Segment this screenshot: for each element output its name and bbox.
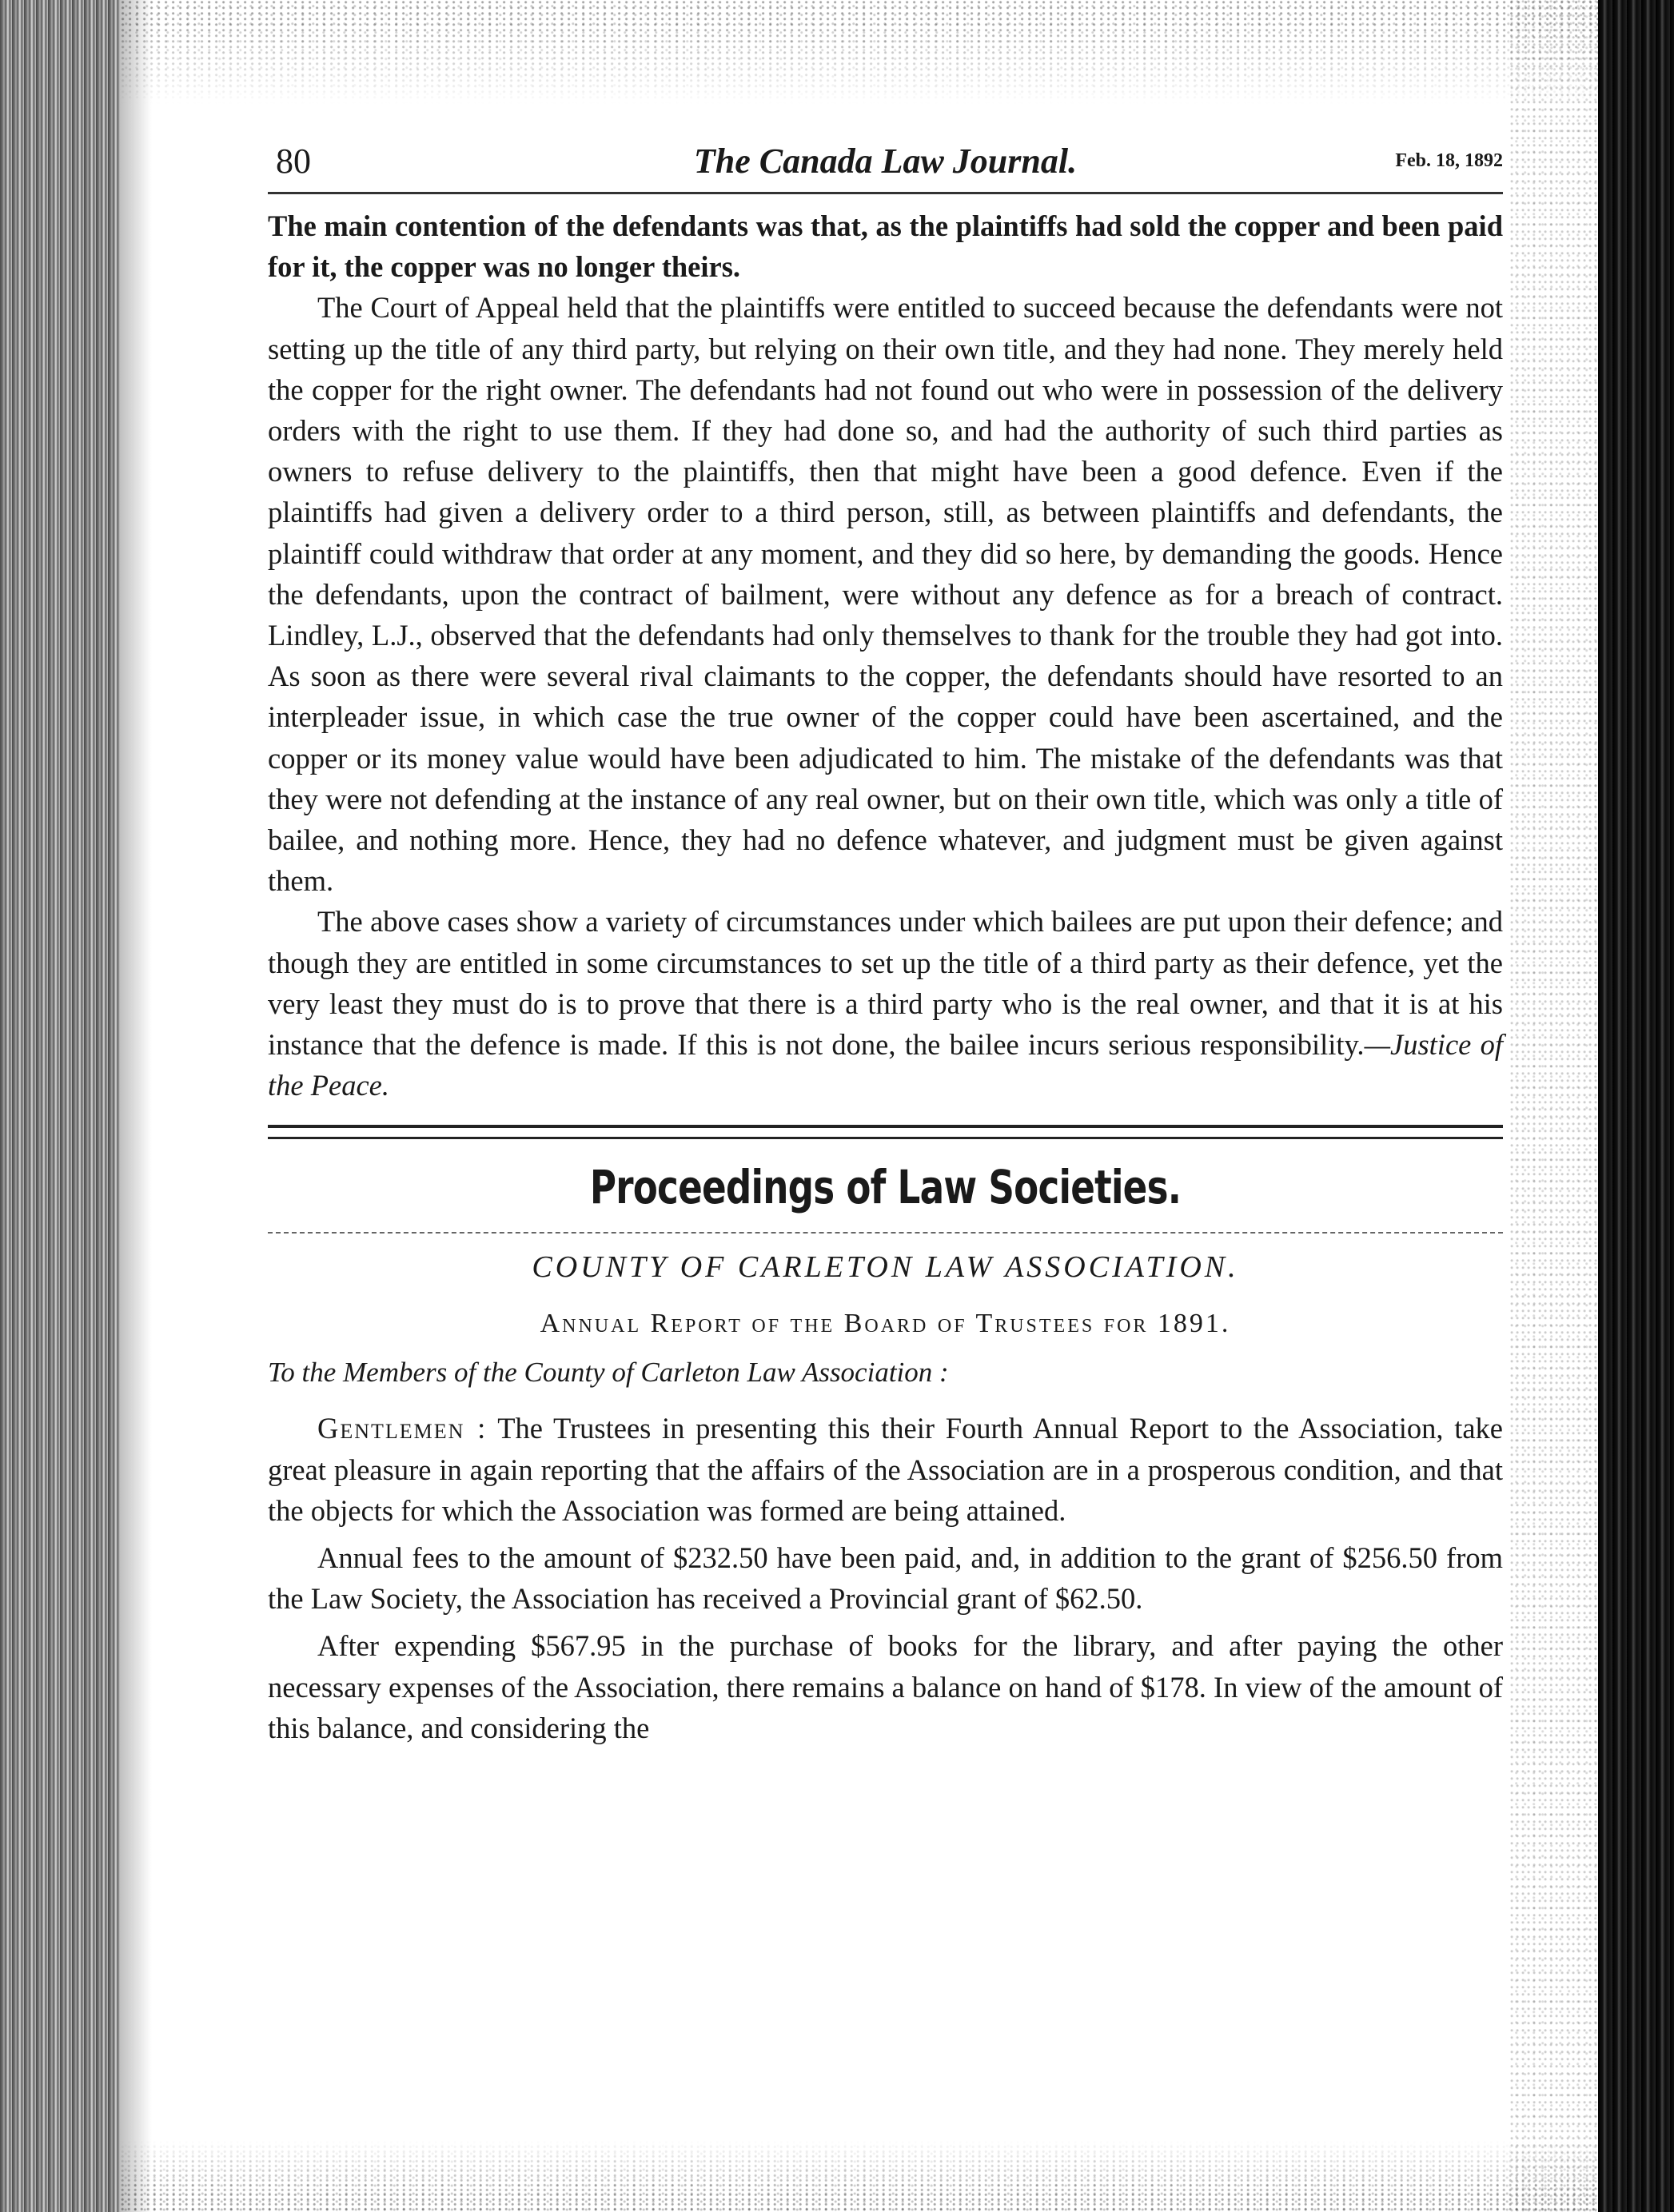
article-source: —Justice of the Peace. bbox=[268, 1028, 1503, 1102]
report-paragraph: After expending $567.95 in the purchase of books for the library, and after paying the other necessary expenses of the Association, there remains a balance on hand of $178. In view of the amount of this balance, and considering the bbox=[268, 1629, 1503, 1744]
article-paragraph: The Court of Appeal held that the plaintiffs were entitled to succeed because the defendants were not setting up the title of any third party, but relying on their own title, and they had none. They merely held the copper for the right owner. The defendants had not found out who were in possession of the delivery orders with the right to use them. If they had done so, and had the authority of such third parties as owners to refuse delivery to the plaintiffs, then that might have been a good defence. Even if the plaintiffs had given a delivery order to a third person, still, as between plaintiffs and defendants, the plaintiff could withdraw that order at any moment, and they did so here, by demanding the goods. Hence the defendants, upon the contract of bailment, were without any defence as for a breach of contract. Lindley, L.J., observed that the defendants had only themselves to thank for the trouble they had got into. As soon as there were several rival claimants to the copper, the defendants should have resorted to an interpleader issue, in which case the true owner of the copper could have been ascertained, and the copper or its money value would have been adjudicated to him. The mistake of the defendants was that they were not defending at the instance of any real owner, but on their own title, which was only a title of bailee, and nothing more. Hence, they had no defence whatever, and judgment must be given against them. bbox=[268, 291, 1503, 898]
continued-article bbox=[268, 205, 1503, 1106]
article-paragraph-text: The above cases show a variety of circumstances under which bailees are put upon their defence; and though they are entitled in some circumstances to set up the title of a third party as their defence, yet the very least they must do is to prove that there is a third party who is the real owner, and that it is at his instance that the defence is made. If this is not done, the bailee incurs serious responsibility. bbox=[268, 905, 1503, 1062]
heading-underline bbox=[268, 1232, 1503, 1234]
scan-right-speckle bbox=[1510, 0, 1598, 2212]
report-paragraph: Annual fees to the amount of $232.50 have been paid, and, in addition to the grant of $256.50 from the Law Society, the Association has received a Provincial grant of $62.50. bbox=[268, 1541, 1503, 1616]
scan-top-edge bbox=[120, 0, 1599, 104]
scan-right-edge bbox=[1598, 0, 1674, 2212]
report-body bbox=[268, 1408, 1503, 1748]
journal-title: The Canada Law Journal. bbox=[693, 141, 1078, 181]
issue-date: Feb. 18, 1892 bbox=[1395, 150, 1503, 171]
running-head bbox=[268, 136, 1503, 194]
report-address: To the Members of the County of Carleton Law Association : bbox=[268, 1357, 949, 1389]
article-paragraph bbox=[268, 901, 1503, 1106]
page-number: 80 bbox=[276, 141, 311, 181]
report-title: Annual Report of the Board of Trustees for 1891. bbox=[540, 1309, 1231, 1339]
section-divider bbox=[268, 1125, 1503, 1139]
journal-page bbox=[268, 136, 1503, 1755]
scan-left-edge bbox=[0, 0, 120, 2212]
association-name: COUNTY OF CARLETON LAW ASSOCIATION. bbox=[532, 1250, 1239, 1285]
section-heading: Proceedings of Law Societies. bbox=[589, 1160, 1182, 1215]
report-paragraph bbox=[268, 1408, 1503, 1531]
salutation: Gentlemen : bbox=[317, 1412, 488, 1445]
scan-bottom-edge bbox=[120, 2140, 1599, 2212]
article-paragraph: The main contention of the defendants was that, as the plaintiffs had sold the copper and been paid for it, the copper was no longer theirs. bbox=[268, 209, 1503, 284]
report-paragraph-text: The Trustees in presenting this their Fourth Annual Report to the Association, take great pleasure in again reporting that the affairs of the Association are in a prosperous condition, and that the objects for which the Association was formed are being attained. bbox=[268, 1412, 1503, 1527]
